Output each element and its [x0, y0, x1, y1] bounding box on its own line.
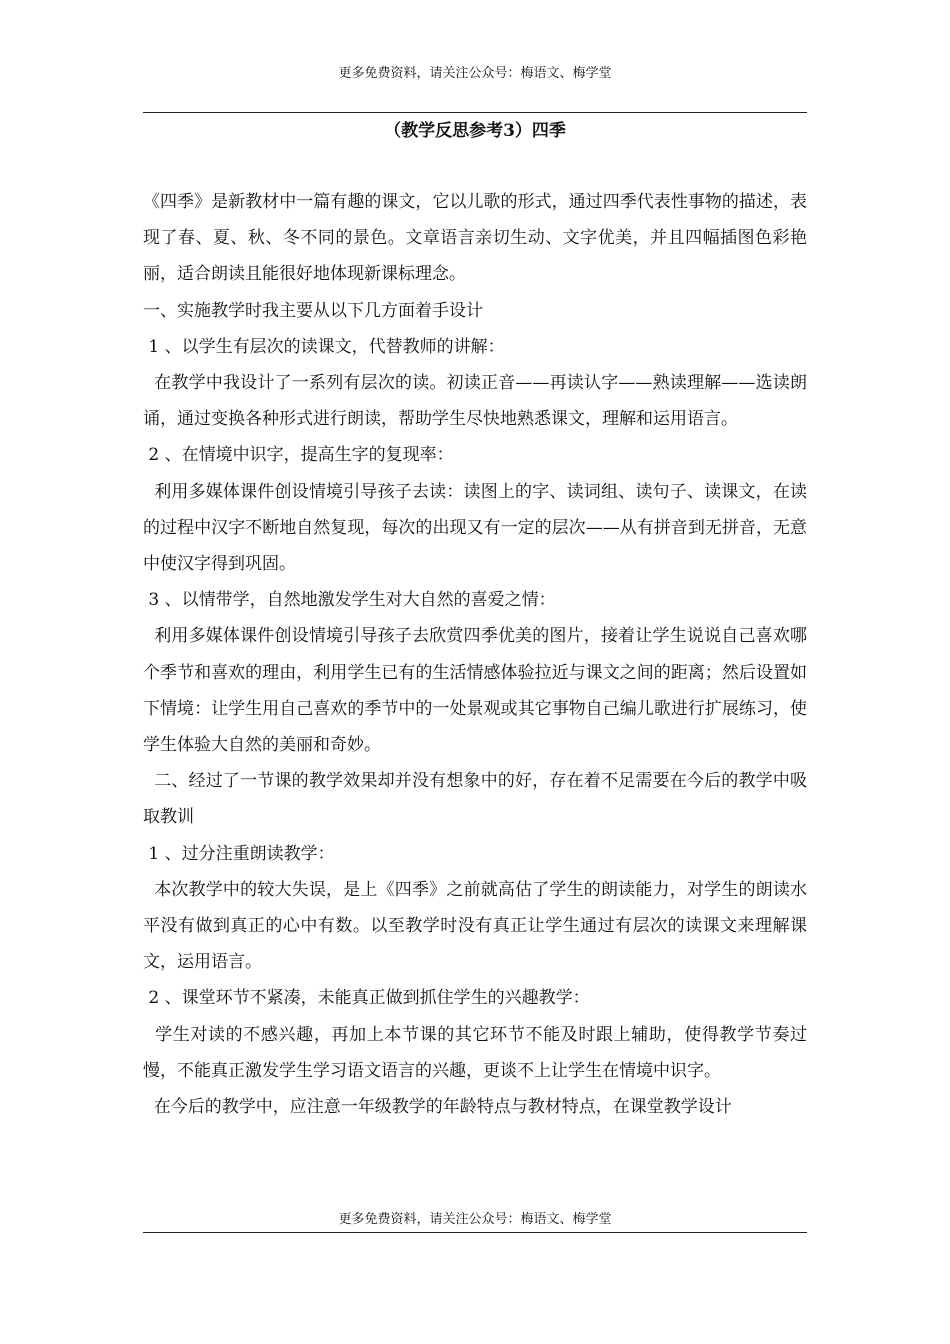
document-body: [143, 184, 807, 1125]
paragraph: 在今后的教学中，应注意一年级教学的年龄特点与教材特点，在课堂教学设计: [143, 1097, 732, 1118]
section-heading-2: 二、经过了一节课的教学效果却并没有想象中的好，存在着不足需要在今后的教学中吸取教训: [143, 771, 808, 828]
paragraph: 利用多媒体课件创设情境引导孩子去读：读图上的字、读词组、读句子、读课文，在读的过程中汉字不断地自然复现，每次的出现又有一定的层次——从有拼音到无拼音，无意中使汉字得到巩固。: [143, 481, 808, 575]
footer-divider: [143, 1232, 807, 1233]
subheading-1-1: 1 、以学生有层次的读课文，代替教师的讲解：: [143, 336, 505, 357]
subheading-2-1: 1 、过分注重朗读教学：: [143, 843, 335, 864]
header-divider: [143, 112, 807, 113]
section-heading-1: 一、实施教学时我主要从以下几方面着手设计: [143, 300, 483, 321]
page-footer: 更多免费资料，请关注公众号：梅语文、梅学堂: [338, 1212, 612, 1227]
paragraph: 学生对读的不感兴趣，再加上本节课的其它环节不能及时跟上辅助，使得教学节奏过慢，不能真正激发学生学习语文语言的兴趣，更谈不上让学生在情境中识字。: [143, 1024, 808, 1081]
paragraph: 本次教学中的较大失误，是上《四季》之前就高估了学生的朗读能力，对学生的朗读水平没有做到真正的心中有数。以至教学时没有真正让学生通过有层次的读课文来理解课文，运用语言。: [143, 879, 808, 973]
paragraph: 在教学中我设计了一系列有层次的读。初读正音——再读认字——熟读理解——选读朗诵，通过变换各种形式进行朗读，帮助学生尽快地熟悉课文，理解和运用语言。: [143, 373, 808, 430]
document-title: （教学反思参考3）四季: [384, 121, 566, 141]
subheading-1-3: 3 、以情带学，自然地激发学生对大自然的喜爱之情：: [143, 590, 556, 611]
intro-paragraph: 《四季》是新教材中一篇有趣的课文，它以儿歌的形式，通过四季代表性事物的描述，表现了春、夏、秋、冬不同的景色。文章语言亲切生动、文字优美，并且四幅插图色彩艳丽，适合朗读且能很好地体现新课标理念。: [143, 192, 807, 285]
subheading-2-2: 2 、课堂环节不紧凑，未能真正做到抓住学生的兴趣教学：: [143, 988, 590, 1009]
subheading-1-2: 2 、在情境中识字，提高生字的复现率：: [143, 445, 454, 466]
page-header: 更多免费资料，请关注公众号：梅语文、梅学堂: [338, 66, 612, 81]
paragraph: 利用多媒体课件创设情境引导孩子去欣赏四季优美的图片，接着让学生说说自己喜欢哪个季节和喜欢的理由，利用学生已有的生活情感体验拉近与课文之间的距离；然后设置如下情境：让学生用自己喜欢的季节中的一处景观或其它事物自己编儿歌进行扩展练习，使学生体验大自然的美丽和奇妙。: [143, 626, 808, 756]
